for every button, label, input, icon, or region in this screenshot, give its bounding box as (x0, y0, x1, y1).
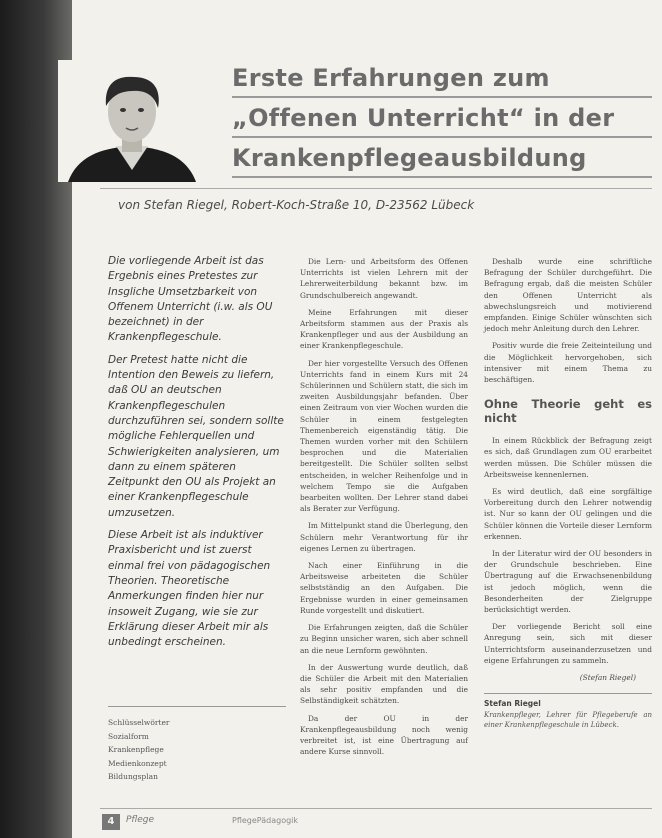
body-paragraph: In der Auswertung wurde deutlich, daß die Schüler die Arbeit mit den Materialien als sehr positiv empfanden und die Selbständigkeit schätzten. (300, 662, 468, 706)
author-box-title: Stefan Riegel (484, 699, 541, 709)
article-title (232, 58, 652, 178)
keyword-item: Schlüsselwörter (108, 718, 170, 727)
keywords-list (108, 716, 286, 784)
body-column-3 (484, 256, 652, 730)
journal-issue: PflegePädagogik (232, 816, 299, 825)
page-number: 4 (102, 814, 120, 830)
journal-name: Pflege (126, 815, 155, 825)
keyword-item: Sozialform (108, 731, 149, 741)
keyword-item: Bildungsplan (108, 772, 158, 781)
title-line-3: Krankenpflegeausbildung (232, 144, 587, 172)
header-rule (100, 188, 652, 189)
body-paragraph: In der Literatur wird der OU besonders in der Grundschule beschrieben. Eine Übertragung auf die Erwachsenenbildung ist jedoch möglich, wenn die Besonderheiten der Zielgruppe berücksichtigt werden. (484, 549, 652, 615)
signature: (Stefan Riegel) (579, 673, 636, 683)
body-column-2 (300, 256, 468, 763)
body-paragraph: In einem Rückblick der Befragung zeigt es sich, daß Grundlagen zum OU erarbeitet werden müssen. Die Schüler müssen die Arbeitsweise kennenlernen. (484, 436, 652, 479)
author-portrait-image (58, 60, 206, 182)
body-paragraph: Positiv wurde die freie Zeiteinteilung und die Möglichkeit hervorgehoben, sich intensiver mit einem Thema zu beschäftigen. (484, 341, 652, 385)
section-heading: Ohne Theorie geht es nicht (484, 397, 652, 426)
title-rule-2 (232, 136, 652, 138)
title-line-1: Erste Erfahrungen zum (232, 64, 550, 92)
title-rule-1 (232, 96, 652, 98)
keyword-item: Krankenpflege (108, 745, 164, 754)
body-paragraph: Die Lern- und Arbeitsform des Offenen Unterrichts ist vielen Lehrern mit der Lehrerweiterbildung bekannt bzw. im Grundschulbereich angewandt. (300, 257, 468, 300)
title-rule-3 (232, 176, 652, 178)
footer-rule (100, 808, 652, 809)
abstract-paragraph: Die vorliegende Arbeit ist das Ergebnis eines Pretestes zur Insgliche Umsetzbarkeit von Offenem Unterricht (i.w. als OU bezeichnet) in der Krankenpflegeschule. (108, 255, 273, 344)
author-box-text: Krankenpfleger, Lehrer für Pflegeberufe an einer Krankenpflegeschule in Lübeck. (484, 710, 652, 729)
body-paragraph: Da der OU in der Krankenpflegeausbildung noch wenig verbreitet ist, ist eine Übertragung auf andere Kurse sinnvoll. (300, 713, 468, 757)
abstract-paragraph: Der Pretest hatte nicht die Intention den Beweis zu liefern, daß OU an deutschen Krankenpflegeschulen durchzuführen sei, sondern sollte mögliche Fehlerquellen und Schwierigkeiten analysieren, um dann zu einem späteren Zeitpunkt den OU als Projekt an einer Krankenpflegeschule umzusetzen. (108, 353, 284, 519)
abstract-rule (108, 706, 286, 707)
author-photo (58, 60, 206, 182)
body-paragraph: Nach einer Einführung in die Arbeitsweise arbeiteten die Schüler selbstständig an den Aufgaben. Die Ergebnisse wurden in einer gemeinsamen Runde vorgestellt und diskutiert. (300, 561, 468, 615)
body-paragraph: Deshalb wurde eine schriftliche Befragung der Schüler durchgeführt. Die Befragung ergab, daß die meisten Schüler den Offenen Unterricht als abwechslungsreich und motivierend empfanden. Einige Schüler wünschten sich jedoch mehr Anleitung durch den Lehrer. (484, 257, 652, 334)
title-line-2: „Offenen Unterricht“ in der (232, 104, 615, 132)
body-paragraph: Meine Erfahrungen mit dieser Arbeitsform stammen aus der Praxis als Krankenpfleger und aus der Ausbildung an einer Krankenpflegeschule. (300, 307, 468, 351)
body-paragraph: Der hier vorgestellte Versuch des Offenen Unterrichts fand in einem Kurs mit 24 Schülerinnen und Schülern statt, die sich im zweiten Ausbildungsjahr befanden. Über einen Zeitraum von vier Wochen wurden die Schüler in einem festgelegten Themenbereich eigenständig tätig. Die Themen wurden vorher mit den Schülern besprochen und die Materialien bereitgestellt. Die Schüler sollten selbst entscheiden, in welcher Reihenfolge und in welchem Tempo sie die Aufgaben bearbeiten wollten. Der Lehrer stand dabei als Berater zur Verfügung. (300, 358, 468, 514)
abstract-paragraph: Diese Arbeit ist als induktiver Praxisbericht und ist zuerst einmal frei von pädagogischen Theorien. Theoretische Anmerkungen finden hier nur insoweit Zugang, wie sie zur Erklärung dieser Arbeit mir als unbedingt erscheinen. (108, 529, 271, 649)
body-paragraph: Es wird deutlich, daß eine sorgfältige Vorbereitung durch den Lehrer notwendig ist. Nur so kann der OU gelingen und die Schüler können die Vorteile dieser Lernform erkennen. (484, 487, 652, 541)
abstract (108, 254, 286, 657)
body-paragraph: Die Erfahrungen zeigten, daß die Schüler zu Beginn unsicher waren, sich aber schnell an die neue Lernform gewöhnten. (300, 623, 468, 655)
body-paragraph: Im Mittelpunkt stand die Überlegung, den Schülern mehr Verantwortung für ihr eigenes Lernen zu übertragen. (300, 521, 468, 553)
body-paragraph: Der vorliegende Bericht soll eine Anregung sein, sich mit dieser Unterrichtsform auseinanderzusetzen und eigene Erfahrungen zu sammeln. (484, 622, 652, 665)
author-box-rule (484, 693, 652, 694)
keyword-item: Medienkonzept (108, 758, 167, 768)
author-line: von Stefan Riegel, Robert-Koch-Straße 10, D-23562 Lübeck (118, 198, 475, 212)
